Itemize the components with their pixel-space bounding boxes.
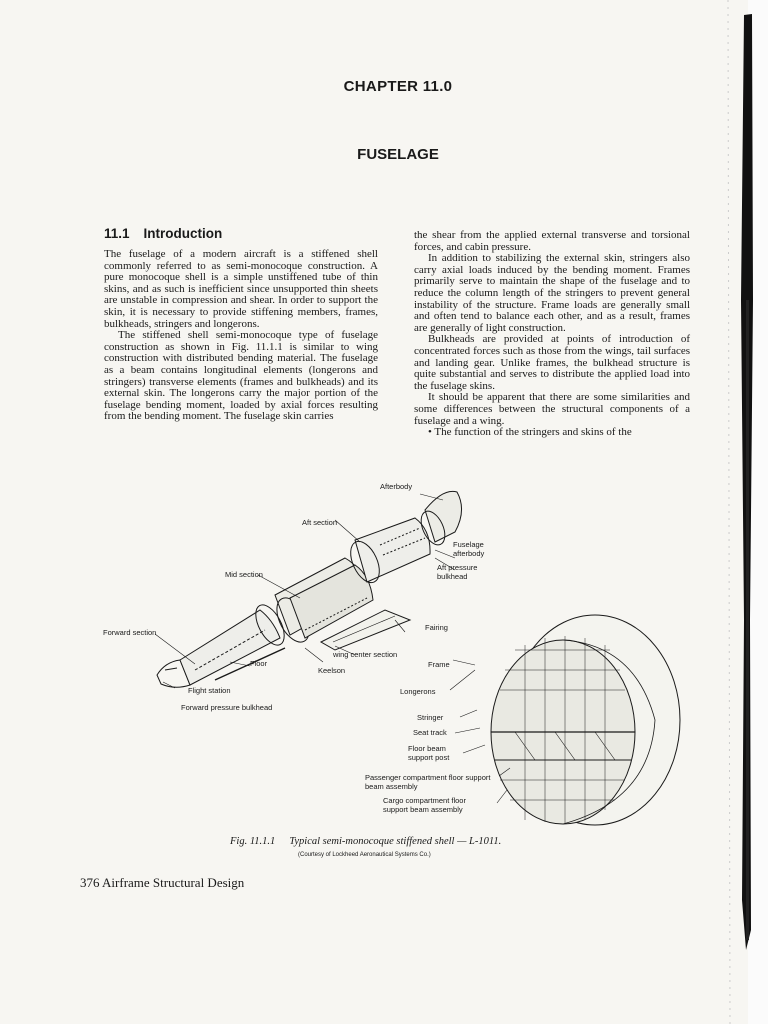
chapter-heading: CHAPTER 11.0 [343, 78, 453, 95]
longerons-label: Longerons [400, 687, 436, 696]
mid-section-label: Mid section [225, 570, 263, 579]
wing-center-section-label: wing center section [333, 650, 398, 659]
fairing-label: Fairing [425, 623, 448, 632]
section-number: 11.1 [104, 226, 130, 241]
paragraph: Bulkheads are provided at points of introduction of concentrated forces such as those from the wings, tail surfaces and landing gear. Unlike frames, the bulkhead structure is quite substantial and serves to distribute the applied load into the fuselage skins. [414, 333, 690, 392]
fuselage-figure [95, 470, 685, 835]
figure-number: Fig. 11.1.1 [230, 836, 276, 847]
paragraph: In addition to stabilizing the external skin, stringers also carry axial loads induced by the bending moment. Frames primarily serve to maintain the shape of the fuselage and to reduce the column length of the stringers to prevent general instability of the structure. Frame loads are generally small and often tend to balance each other, and as a result, frames are generally of light construction. [414, 252, 690, 334]
paragraph: The fuselage of a modern aircraft is a stiffened shell commonly referred to as semi-monocoque construction. A pure monocoque shell is a simple unstiffened tube of thin skins, and as such is inefficient since unsupported thin sheets are unstable in compression and shear. In order to support the skin, it is necessary to provide stiffening members, frames, bulkheads, stringers and longerons. [104, 248, 378, 330]
paragraph: the shear from the applied external transverse and torsional forces, and cabin pressure. [414, 229, 690, 253]
paragraph: • The function of the stringers and skins of the [428, 426, 632, 439]
forward-section-label: Forward section [103, 628, 157, 637]
figure-caption [230, 836, 501, 847]
floor-beam-support-post-label: Floor beam support post [408, 744, 450, 762]
flight-station-label: Flight station [188, 686, 231, 695]
figure-caption-text: Typical semi-monocoque stiffened shell — L-1011. [289, 836, 502, 847]
page-footer: 376 Airframe Structural Design [80, 875, 245, 890]
keelson-label: Keelson [318, 666, 346, 675]
aft-pressure-bulkhead-label: Aft pressure bulkhead [437, 563, 478, 581]
frame-label: Frame [428, 660, 450, 669]
cargo-floor-label: Cargo compartment floor support beam assembly [383, 796, 466, 814]
afterbody-label: Afterbody [380, 482, 413, 491]
seat-track-label: Seat track [413, 728, 447, 737]
passenger-floor-label: Passenger compartment floor support beam assembly [365, 773, 491, 791]
paragraph: The stiffened shell semi-monocoque type of fuselage construction as shown in Fig. 11.1.1 is similar to wing construction with distributed bending material. The fuselage as a beam contains longitudinal elements (longerons and stringers) transverse elements (frames and bulkheads) and its external skin. The longerons carry the major portion of the fuselage bending moment, loaded by axial forces resulting from the bending moment. The fuselage skin carries [104, 329, 378, 423]
stringer-label: Stringer [417, 713, 444, 722]
fuselage-afterbody-label: Fuselage afterbody [453, 540, 485, 558]
text-column-right [414, 230, 690, 439]
forward-pressure-bulkhead-label: Forward pressure bulkhead [181, 703, 273, 712]
page-title: FUSELAGE [357, 146, 439, 163]
aft-section-label: Aft section [302, 518, 338, 527]
floor-label: Floor [250, 659, 268, 668]
figure-courtesy: (Courtesy of Lockheed Aeronautical Systems Co.) [298, 852, 431, 858]
section-heading [104, 226, 222, 241]
section-title: Introduction [143, 226, 223, 241]
text-column-left [104, 249, 378, 423]
paragraph: It should be apparent that there are some similarities and some differences between the structural components of a fuselage and a wing. [414, 391, 690, 427]
